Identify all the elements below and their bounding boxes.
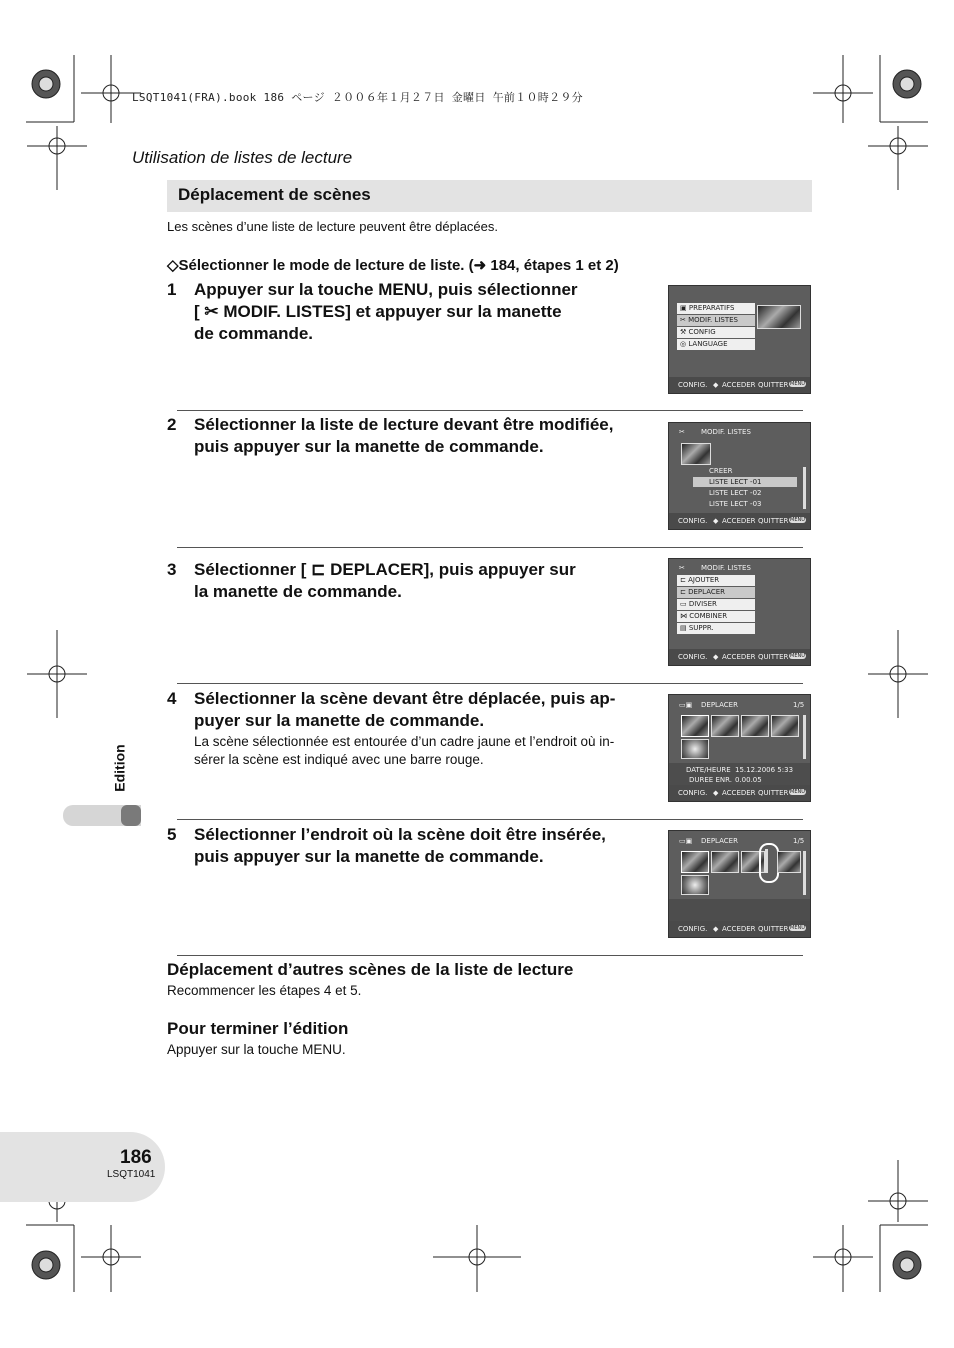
thumbnail: [741, 715, 769, 737]
thumbnail: [757, 305, 801, 329]
menu-item: ▣ PREPARATIFS: [677, 303, 755, 314]
step-text: [194, 824, 606, 868]
step-line: Sélectionner la liste de lecture devant être modifiée,: [194, 415, 614, 434]
page-code: LSQT1041: [107, 1169, 156, 1180]
move-icon: ⊏: [680, 588, 689, 596]
note-line: sérer la scène est indiqué avec une barre rouge.: [194, 752, 484, 767]
scissors-icon: ✂: [680, 316, 689, 324]
add-icon: ⊏: [680, 576, 689, 584]
subsection-title: Déplacement d’autres scènes de la liste de lecture: [167, 960, 574, 979]
subsection-title: Pour terminer l’édition: [167, 1019, 349, 1038]
playlist-icon: ▭▣: [679, 701, 693, 709]
thumbnail: [681, 875, 709, 895]
screen-footer: CONFIG. ◆ ACCEDER QUITTER MENU: [669, 785, 810, 801]
side-tab-marker: [121, 805, 141, 826]
menu-icon: ▣: [680, 304, 689, 312]
step-text: [194, 559, 576, 603]
subsection-text: Appuyer sur la touche MENU.: [167, 1042, 346, 1057]
menu-item: ⋈ COMBINER: [677, 611, 755, 622]
step-line: de commande.: [194, 324, 314, 343]
step-line: Sélectionner [ ⊏ DEPLACER], puis appuyer sur: [194, 560, 576, 579]
joystick-icon: ◆: [713, 653, 719, 661]
playlist-icon: ▭▣: [679, 837, 693, 845]
step-line: [ ✂ MODIF. LISTES] et appuyer sur la manette: [194, 302, 562, 321]
screen-step-1: [668, 285, 811, 394]
insert-position-ring: [759, 843, 779, 883]
screen-step-2: ✂ MODIF. LISTES CREER LISTE LECT -01 LISTE LECT -02 LISTE LECT -03 CONFIG. ◆ ACCEDER QUITTER MENU: [668, 422, 811, 530]
page-number: 186: [120, 1147, 152, 1168]
thumbnail: [681, 443, 711, 465]
menu-item: ◎ LANGUAGE: [677, 339, 755, 350]
divider: [177, 547, 803, 548]
note-line: La scène sélectionnée est entourée d’un cadre jaune et l’endroit où in-: [194, 734, 615, 749]
menu-item: ⚒ CONFIG: [677, 327, 755, 338]
screen-footer: CONFIG. ◆ ACCEDER QUITTER MENU: [669, 649, 810, 665]
menu-item: ▤ SUPPR.: [677, 623, 755, 634]
side-tab-label: Edition: [111, 744, 128, 792]
joystick-icon: ◆: [713, 381, 719, 389]
step-line: Appuyer sur la touche MENU, puis sélectionner: [194, 280, 578, 299]
step-text: [194, 414, 613, 458]
combine-icon: ⋈: [680, 612, 690, 620]
step-line: puyer sur la manette de commande.: [194, 711, 485, 730]
divide-icon: ▭: [680, 600, 689, 608]
prerequisite: ◇Sélectionner le mode de lecture de liste. (➜ 184, étapes 1 et 2): [167, 257, 619, 274]
info-panel: DATE/HEURE 15.12.2006 5:33 DUREE ENR. 0.00.05: [669, 763, 810, 785]
step-text: [194, 279, 578, 345]
screen-footer: CONFIG. ◆ ACCEDER QUITTER MENU: [669, 513, 810, 529]
thumbnail: [771, 715, 799, 737]
screen-footer: CONFIG. ◆ ACCEDER QUITTER MENU: [669, 377, 810, 393]
menu-item: ⊏ AJOUTER: [677, 575, 755, 586]
joystick-icon: ◆: [713, 925, 719, 933]
scrollbar: [803, 851, 806, 895]
thumbnail: [711, 851, 739, 873]
info-panel: [669, 899, 810, 921]
step-line: puis appuyer sur la manette de commande.: [194, 847, 544, 866]
step-number: 1: [167, 280, 177, 299]
scissors-icon: ✂: [679, 564, 685, 572]
thumbnail-selected: [681, 851, 709, 873]
menu-item-selected: ✂ MODIF. LISTES: [677, 315, 755, 326]
step-number: 5: [167, 825, 177, 844]
thumbnail-selected: [681, 715, 709, 737]
step-line: la manette de commande.: [194, 582, 402, 601]
divider: [177, 683, 803, 684]
step-text: [194, 688, 615, 732]
scrollbar: [803, 715, 806, 759]
step-number: 3: [167, 560, 177, 579]
subsection-text: Recommencer les étapes 4 et 5.: [167, 983, 362, 998]
tools-icon: ⚒: [680, 328, 689, 336]
screen-step-5: ▭▣ DEPLACER 1/5 CONFIG. ◆ ACCEDER QUITTER MENU: [668, 830, 811, 938]
thumbnail: [681, 739, 709, 759]
thumbnail: [777, 851, 801, 873]
joystick-icon: ◆: [713, 789, 719, 797]
running-title: Utilisation de listes de lecture: [132, 148, 353, 167]
divider: [177, 955, 803, 956]
scissors-icon: ✂: [679, 428, 685, 436]
screen-step-4: ▭▣ DEPLACER 1/5 DATE/HEURE 15.12.2006 5:33 DUREE ENR. 0.00.05 CONFIG. ◆ ACCEDER QUITTER MENU: [668, 694, 811, 802]
screen-footer: CONFIG. ◆ ACCEDER QUITTER MENU: [669, 921, 810, 937]
step-note: [194, 733, 614, 769]
step-line: Sélectionner la scène devant être déplacée, puis ap-: [194, 689, 616, 708]
screen-step-3: ✂ MODIF. LISTES ⊏ AJOUTER ⊏ DEPLACER ▭ DIVISER ⋈ COMBINER ▤ SUPPR. CONFIG. ◆ ACCEDER QUITTER MENU: [668, 558, 811, 666]
section-intro: Les scènes d’une liste de lecture peuvent être déplacées.: [167, 219, 498, 234]
menu-item-selected: ⊏ DEPLACER: [677, 587, 755, 598]
divider: [177, 819, 803, 820]
step-line: puis appuyer sur la manette de commande.: [194, 437, 544, 456]
joystick-icon: ◆: [713, 517, 719, 525]
step-number: 2: [167, 415, 177, 434]
print-header: LSQT1041(FRA).book 186 ページ ２００６年１月２７日 金曜日 午前１０時２９分: [132, 91, 583, 104]
trash-icon: ▤: [680, 624, 689, 632]
section-title: Déplacement de scènes: [178, 185, 371, 204]
scrollbar: [803, 467, 806, 509]
divider: [177, 410, 803, 411]
step-line: Sélectionner l’endroit où la scène doit être insérée,: [194, 825, 606, 844]
step-number: 4: [167, 689, 177, 708]
insert-bar: [765, 849, 768, 873]
menu-item: ▭ DIVISER: [677, 599, 755, 610]
thumbnail: [711, 715, 739, 737]
speech-icon: ◎: [680, 340, 689, 348]
